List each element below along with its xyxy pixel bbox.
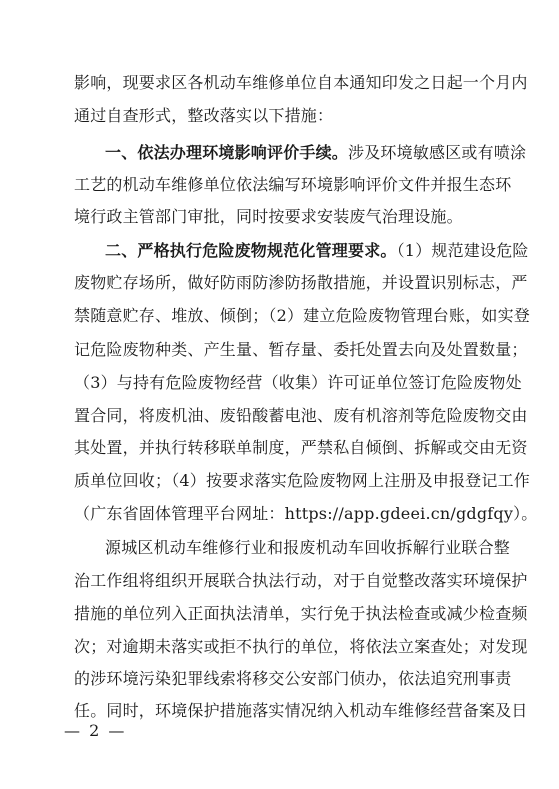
- text-span: （1）规范建设危险: [396, 241, 529, 260]
- text-line: 通过自查形式，整改落实以下措施：: [74, 106, 334, 125]
- heading-two: 二、严格执行危险废物规范化管理要求。: [105, 241, 397, 260]
- paragraph-one: [105, 142, 527, 164]
- text-line: 记危险废物种类、产生量、暂存量、委托处置去向及处置数量；: [74, 340, 528, 359]
- text-line: 其处置，并执行转移联单制度，严禁私自倾倒、拆解或交由无资: [74, 438, 528, 457]
- text-line: 措施的单位列入正面执法清单，实行免于执法检查或减少检查频: [74, 604, 528, 623]
- text-line: 治工作组将组织开展联合执法行动，对于自觉整改落实环境保护: [74, 571, 528, 590]
- text-line: 的涉环境污染犯罪线索将移交公安部门侦办，依法追究刑事责: [74, 669, 512, 688]
- paragraph-two: [105, 240, 529, 262]
- text-line: 源城区机动车维修行业和报废机动车回收拆解行业联合整: [105, 538, 511, 557]
- text-line: 任。同时，环境保护措施落实情况纳入机动车维修经营备案及日: [74, 701, 528, 720]
- text-span: 涉及环境敏感区或有喷涂: [348, 143, 527, 162]
- text-line: 工艺的机动车维修单位依法编写环境影响评价文件并报生态环: [74, 175, 512, 194]
- text-line: 质单位回收；（4）按要求落实危险废物网上注册及申报登记工作: [74, 471, 530, 490]
- text-line: （3）与持有危险废物经营（收集）许可证单位签订危险废物处: [74, 373, 522, 392]
- text-line: 废物贮存场所，做好防雨防渗防扬散措施，并设置识别标志，严: [74, 273, 528, 292]
- text-line: （广东省固体管理平台网址：https://app.gdeei.cn/gdgfqy）。: [74, 504, 538, 523]
- text-line: 禁随意贮存、堆放、倾倒；（2）建立危险废物管理台账，如实登: [74, 306, 530, 325]
- heading-one: 一、依法办理环境影响评价手续。: [105, 143, 349, 162]
- text-line: 境行政主管部门审批，同时按要求安装废气治理设施。: [74, 207, 463, 226]
- page-number: — 2 —: [64, 721, 127, 740]
- text-line: 影响，现要求区各机动车维修单位自本通知印发之日起一个月内: [74, 73, 528, 92]
- text-line: 置合同，将废机油、废铅酸蓄电池、废有机溶剂等危险废物交由: [74, 406, 528, 425]
- text-line: 次；对逾期未落实或拒不执行的单位，将依法立案查处；对发现: [74, 637, 528, 656]
